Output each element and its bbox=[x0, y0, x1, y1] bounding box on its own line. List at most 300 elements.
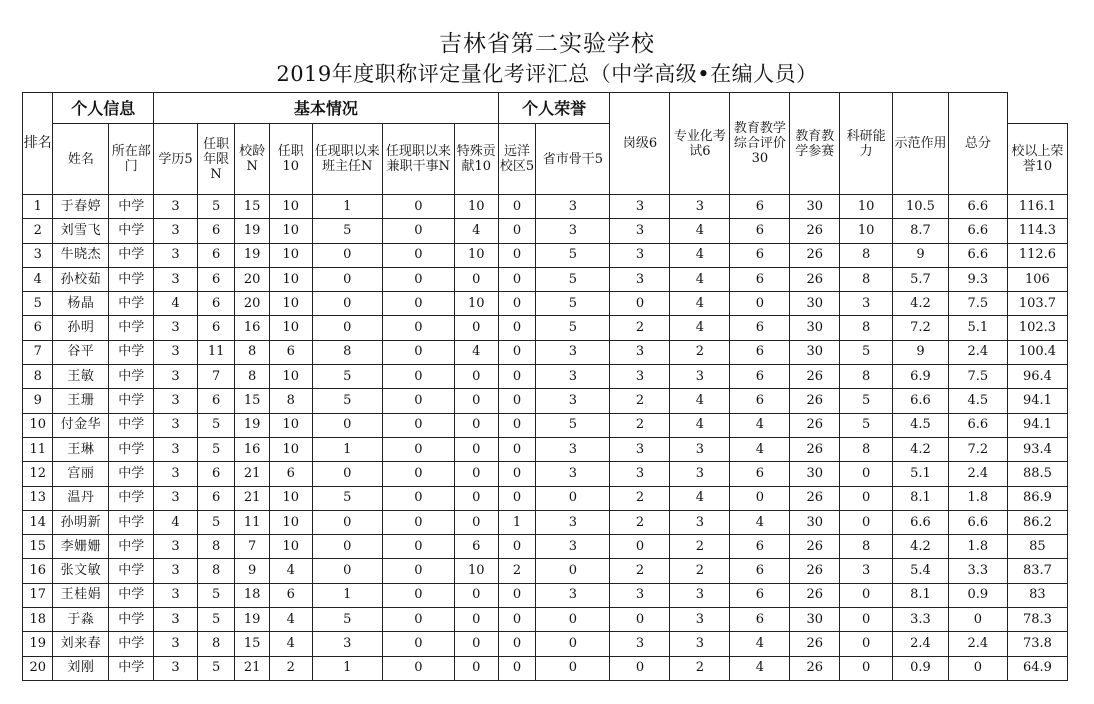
cell-backbone: 3 bbox=[536, 437, 610, 461]
cell-years: 8 bbox=[197, 559, 235, 583]
cell-dept: 中学 bbox=[109, 486, 154, 510]
cell-edu: 3 bbox=[154, 486, 198, 510]
edu-eval-header: 教育教学综合评价30 bbox=[730, 93, 790, 195]
cell-special: 10 bbox=[454, 292, 498, 316]
cell-edu-eval: 26 bbox=[790, 559, 840, 583]
cell-exam: 4 bbox=[730, 413, 790, 437]
yuanyang-header: 远洋校区5 bbox=[498, 124, 536, 195]
cell-school-age: 21 bbox=[235, 486, 270, 510]
cell-name: 刘雪飞 bbox=[53, 219, 109, 243]
cell-research: 9 bbox=[893, 243, 949, 267]
cell-headteacher: 5 bbox=[312, 365, 382, 389]
cell-post: 3 bbox=[670, 608, 730, 632]
cell-total: 93.4 bbox=[1007, 437, 1067, 461]
cell-contest: 8 bbox=[840, 316, 893, 340]
cell-exam: 6 bbox=[730, 195, 790, 219]
cell-dept: 中学 bbox=[109, 462, 154, 486]
cell-special: 6 bbox=[454, 535, 498, 559]
cell-years: 5 bbox=[197, 608, 235, 632]
cell-rank: 11 bbox=[23, 437, 53, 461]
table-row bbox=[23, 486, 1068, 510]
cell-cadre: 0 bbox=[382, 437, 454, 461]
cell-honor-school: 2 bbox=[610, 389, 670, 413]
cell-yuanyang: 0 bbox=[498, 316, 536, 340]
cell-contest: 3 bbox=[840, 292, 893, 316]
cell-total: 106 bbox=[1007, 267, 1067, 291]
cell-yuanyang: 0 bbox=[498, 195, 536, 219]
cell-years: 6 bbox=[197, 243, 235, 267]
cell-name: 孙明 bbox=[53, 316, 109, 340]
cell-edu: 3 bbox=[154, 632, 198, 656]
cell-cadre: 0 bbox=[382, 583, 454, 607]
cell-backbone: 0 bbox=[536, 486, 610, 510]
cell-honor-school: 2 bbox=[610, 559, 670, 583]
table-row bbox=[23, 389, 1068, 413]
cell-exam: 6 bbox=[730, 462, 790, 486]
cell-exam: 4 bbox=[730, 656, 790, 680]
cell-special: 0 bbox=[454, 608, 498, 632]
cell-research: 6.6 bbox=[893, 510, 949, 534]
cell-tenure: 4 bbox=[269, 632, 312, 656]
cell-school-age: 20 bbox=[235, 267, 270, 291]
cell-cadre: 0 bbox=[382, 195, 454, 219]
cell-cadre: 0 bbox=[382, 632, 454, 656]
personal-info-group-header: 个人信息 bbox=[53, 93, 154, 124]
cell-cadre: 0 bbox=[382, 608, 454, 632]
cell-school-age: 16 bbox=[235, 316, 270, 340]
years-header: 任职年限N bbox=[197, 124, 235, 195]
school-age-header: 校龄N bbox=[235, 124, 270, 195]
cell-dept: 中学 bbox=[109, 340, 154, 364]
cell-yuanyang: 0 bbox=[498, 340, 536, 364]
cell-name: 刘刚 bbox=[53, 656, 109, 680]
total-header: 总分 bbox=[948, 93, 1007, 195]
cell-years: 5 bbox=[197, 195, 235, 219]
cell-edu: 3 bbox=[154, 656, 198, 680]
cell-edu: 3 bbox=[154, 437, 198, 461]
cell-honor-school: 0 bbox=[610, 608, 670, 632]
table-row bbox=[23, 413, 1068, 437]
cell-model: 7.2 bbox=[948, 437, 1007, 461]
cell-backbone: 5 bbox=[536, 243, 610, 267]
cell-rank: 4 bbox=[23, 267, 53, 291]
cell-backbone: 3 bbox=[536, 535, 610, 559]
cell-tenure: 4 bbox=[269, 559, 312, 583]
cell-rank: 7 bbox=[23, 340, 53, 364]
cell-cadre: 0 bbox=[382, 535, 454, 559]
cell-rank: 17 bbox=[23, 583, 53, 607]
cell-name: 孙明新 bbox=[53, 510, 109, 534]
cell-years: 11 bbox=[197, 340, 235, 364]
cell-yuanyang: 0 bbox=[498, 632, 536, 656]
table-row bbox=[23, 243, 1068, 267]
cell-research: 6.6 bbox=[893, 389, 949, 413]
cell-years: 5 bbox=[197, 583, 235, 607]
cell-research: 6.9 bbox=[893, 365, 949, 389]
cell-post: 3 bbox=[670, 195, 730, 219]
cell-backbone: 3 bbox=[536, 462, 610, 486]
cell-dept: 中学 bbox=[109, 583, 154, 607]
cell-exam: 6 bbox=[730, 243, 790, 267]
cell-special: 0 bbox=[454, 510, 498, 534]
cell-edu-eval: 26 bbox=[790, 413, 840, 437]
tenure-header: 任职10 bbox=[269, 124, 312, 195]
cell-name: 温丹 bbox=[53, 486, 109, 510]
school-title: 吉林省第二实验学校 bbox=[439, 31, 655, 57]
cell-dept: 中学 bbox=[109, 195, 154, 219]
table-row bbox=[23, 340, 1068, 364]
cell-years: 7 bbox=[197, 365, 235, 389]
cell-headteacher: 0 bbox=[312, 462, 382, 486]
cell-school-age: 19 bbox=[235, 608, 270, 632]
cell-honor-school: 2 bbox=[610, 413, 670, 437]
cell-name: 王桂娟 bbox=[53, 583, 109, 607]
cell-model: 2.4 bbox=[948, 632, 1007, 656]
cell-edu: 3 bbox=[154, 608, 198, 632]
cell-yuanyang: 0 bbox=[498, 267, 536, 291]
cell-honor-school: 2 bbox=[610, 486, 670, 510]
cell-cadre: 0 bbox=[382, 316, 454, 340]
cell-rank: 5 bbox=[23, 292, 53, 316]
cell-name: 刘来春 bbox=[53, 632, 109, 656]
cell-research: 4.5 bbox=[893, 413, 949, 437]
cell-name: 牛晓杰 bbox=[53, 243, 109, 267]
cell-research: 4.2 bbox=[893, 535, 949, 559]
cell-exam: 6 bbox=[730, 389, 790, 413]
cell-headteacher: 0 bbox=[312, 559, 382, 583]
cell-edu: 3 bbox=[154, 413, 198, 437]
cell-tenure: 10 bbox=[269, 535, 312, 559]
table-row bbox=[23, 219, 1068, 243]
cell-backbone: 0 bbox=[536, 559, 610, 583]
cell-post: 3 bbox=[670, 462, 730, 486]
cell-headteacher: 1 bbox=[312, 437, 382, 461]
cell-post: 4 bbox=[670, 267, 730, 291]
table-row bbox=[23, 559, 1068, 583]
cell-contest: 0 bbox=[840, 486, 893, 510]
cell-edu: 3 bbox=[154, 243, 198, 267]
cell-yuanyang: 0 bbox=[498, 292, 536, 316]
name-header: 姓名 bbox=[53, 124, 109, 195]
special-header: 特殊贡献10 bbox=[454, 124, 498, 195]
cell-rank: 18 bbox=[23, 608, 53, 632]
cell-post: 3 bbox=[670, 583, 730, 607]
cell-yuanyang: 0 bbox=[498, 535, 536, 559]
cell-honor-school: 3 bbox=[610, 267, 670, 291]
cell-yuanyang: 0 bbox=[498, 243, 536, 267]
cell-tenure: 10 bbox=[269, 437, 312, 461]
cell-exam: 0 bbox=[730, 292, 790, 316]
cell-edu-eval: 30 bbox=[790, 316, 840, 340]
cell-yuanyang: 0 bbox=[498, 656, 536, 680]
cell-special: 10 bbox=[454, 559, 498, 583]
cell-contest: 8 bbox=[840, 437, 893, 461]
cell-dept: 中学 bbox=[109, 608, 154, 632]
cell-post: 2 bbox=[670, 559, 730, 583]
model-header: 示范作用 bbox=[893, 93, 949, 195]
cell-contest: 8 bbox=[840, 365, 893, 389]
cell-name: 谷平 bbox=[53, 340, 109, 364]
cell-cadre: 0 bbox=[382, 219, 454, 243]
cell-school-age: 8 bbox=[235, 340, 270, 364]
cell-years: 6 bbox=[197, 462, 235, 486]
cell-cadre: 0 bbox=[382, 486, 454, 510]
cell-honor-school: 3 bbox=[610, 632, 670, 656]
cell-tenure: 6 bbox=[269, 462, 312, 486]
cell-honor-school: 0 bbox=[610, 292, 670, 316]
cell-rank: 9 bbox=[23, 389, 53, 413]
cell-contest: 8 bbox=[840, 267, 893, 291]
cell-backbone: 3 bbox=[536, 583, 610, 607]
cell-edu-eval: 30 bbox=[790, 462, 840, 486]
cell-contest: 3 bbox=[840, 559, 893, 583]
cell-edu: 3 bbox=[154, 583, 198, 607]
cell-backbone: 3 bbox=[536, 219, 610, 243]
cell-dept: 中学 bbox=[109, 243, 154, 267]
cell-research: 4.2 bbox=[893, 292, 949, 316]
cell-yuanyang: 0 bbox=[498, 486, 536, 510]
cell-research: 5.4 bbox=[893, 559, 949, 583]
cell-edu-eval: 30 bbox=[790, 292, 840, 316]
cell-research: 9 bbox=[893, 340, 949, 364]
cell-exam: 6 bbox=[730, 559, 790, 583]
cell-school-age: 20 bbox=[235, 292, 270, 316]
cell-cadre: 0 bbox=[382, 365, 454, 389]
cell-edu: 3 bbox=[154, 535, 198, 559]
cell-model: 7.5 bbox=[948, 365, 1007, 389]
cell-research: 2.4 bbox=[893, 632, 949, 656]
cell-special: 0 bbox=[454, 462, 498, 486]
cell-name: 杨晶 bbox=[53, 292, 109, 316]
report-subtitle: 2019年度职称评定量化考评汇总（中学高级•在编人员） bbox=[276, 62, 818, 86]
cell-dept: 中学 bbox=[109, 316, 154, 340]
cell-yuanyang: 0 bbox=[498, 365, 536, 389]
cell-yuanyang: 0 bbox=[498, 608, 536, 632]
cell-cadre: 0 bbox=[382, 510, 454, 534]
cell-school-age: 15 bbox=[235, 632, 270, 656]
cell-post: 2 bbox=[670, 535, 730, 559]
cell-backbone: 5 bbox=[536, 316, 610, 340]
cell-total: 83 bbox=[1007, 583, 1067, 607]
cell-edu-eval: 26 bbox=[790, 535, 840, 559]
cell-model: 2.4 bbox=[948, 340, 1007, 364]
cell-school-age: 15 bbox=[235, 389, 270, 413]
cell-model: 1.8 bbox=[948, 486, 1007, 510]
cell-research: 8.1 bbox=[893, 486, 949, 510]
cell-school-age: 21 bbox=[235, 462, 270, 486]
cell-edu: 3 bbox=[154, 195, 198, 219]
cell-total: 96.4 bbox=[1007, 365, 1067, 389]
cell-contest: 10 bbox=[840, 195, 893, 219]
cell-contest: 0 bbox=[840, 656, 893, 680]
backbone-header: 省市骨干5 bbox=[536, 124, 610, 195]
cell-dept: 中学 bbox=[109, 267, 154, 291]
cell-school-age: 19 bbox=[235, 413, 270, 437]
cell-rank: 20 bbox=[23, 656, 53, 680]
honor-school-header: 校以上荣誉10 bbox=[1007, 124, 1067, 195]
cell-years: 6 bbox=[197, 389, 235, 413]
cell-tenure: 10 bbox=[269, 219, 312, 243]
cell-research: 10.5 bbox=[893, 195, 949, 219]
cell-headteacher: 1 bbox=[312, 583, 382, 607]
cell-edu-eval: 26 bbox=[790, 243, 840, 267]
cell-cadre: 0 bbox=[382, 243, 454, 267]
cell-tenure: 10 bbox=[269, 316, 312, 340]
cell-years: 5 bbox=[197, 437, 235, 461]
cell-model: 7.5 bbox=[948, 292, 1007, 316]
cell-post: 3 bbox=[670, 632, 730, 656]
cell-backbone: 0 bbox=[536, 656, 610, 680]
cell-school-age: 19 bbox=[235, 219, 270, 243]
post-header: 岗级6 bbox=[610, 93, 670, 195]
cell-contest: 5 bbox=[840, 340, 893, 364]
cell-post: 3 bbox=[670, 365, 730, 389]
cell-total: 86.2 bbox=[1007, 510, 1067, 534]
cell-rank: 6 bbox=[23, 316, 53, 340]
cell-exam: 4 bbox=[730, 437, 790, 461]
cell-edu-eval: 26 bbox=[790, 632, 840, 656]
cell-edu: 3 bbox=[154, 462, 198, 486]
cell-honor-school: 3 bbox=[610, 437, 670, 461]
cell-dept: 中学 bbox=[109, 365, 154, 389]
cell-name: 王珊 bbox=[53, 389, 109, 413]
cell-backbone: 3 bbox=[536, 365, 610, 389]
cell-cadre: 0 bbox=[382, 462, 454, 486]
cell-cadre: 0 bbox=[382, 559, 454, 583]
cell-honor-school: 3 bbox=[610, 365, 670, 389]
dept-header: 所在部门 bbox=[109, 124, 154, 195]
cell-contest: 0 bbox=[840, 632, 893, 656]
cell-model: 4.5 bbox=[948, 389, 1007, 413]
cell-exam: 6 bbox=[730, 365, 790, 389]
cell-headteacher: 5 bbox=[312, 608, 382, 632]
cell-special: 4 bbox=[454, 340, 498, 364]
cell-dept: 中学 bbox=[109, 219, 154, 243]
cell-rank: 10 bbox=[23, 413, 53, 437]
cell-yuanyang: 0 bbox=[498, 462, 536, 486]
cell-edu: 3 bbox=[154, 365, 198, 389]
cell-school-age: 8 bbox=[235, 365, 270, 389]
cell-dept: 中学 bbox=[109, 656, 154, 680]
cell-tenure: 10 bbox=[269, 267, 312, 291]
headteacher-header: 任现职以来班主任N bbox=[312, 124, 382, 195]
cell-cadre: 0 bbox=[382, 292, 454, 316]
cell-total: 88.5 bbox=[1007, 462, 1067, 486]
cell-headteacher: 0 bbox=[312, 267, 382, 291]
cell-rank: 15 bbox=[23, 535, 53, 559]
cell-cadre: 0 bbox=[382, 656, 454, 680]
cell-headteacher: 3 bbox=[312, 632, 382, 656]
cell-post: 4 bbox=[670, 486, 730, 510]
cell-model: 5.1 bbox=[948, 316, 1007, 340]
cell-contest: 8 bbox=[840, 243, 893, 267]
cell-total: 94.1 bbox=[1007, 389, 1067, 413]
cell-total: 100.4 bbox=[1007, 340, 1067, 364]
cell-total: 116.1 bbox=[1007, 195, 1067, 219]
cell-post: 4 bbox=[670, 292, 730, 316]
cell-school-age: 19 bbox=[235, 243, 270, 267]
cell-research: 5.7 bbox=[893, 267, 949, 291]
cell-school-age: 7 bbox=[235, 535, 270, 559]
cell-model: 9.3 bbox=[948, 267, 1007, 291]
cell-cadre: 0 bbox=[382, 267, 454, 291]
cell-honor-school: 2 bbox=[610, 316, 670, 340]
cell-honor-school: 2 bbox=[610, 510, 670, 534]
edu-header: 学历5 bbox=[154, 124, 198, 195]
cell-honor-school: 3 bbox=[610, 219, 670, 243]
cell-total: 64.9 bbox=[1007, 656, 1067, 680]
cell-special: 0 bbox=[454, 656, 498, 680]
cell-cadre: 0 bbox=[382, 389, 454, 413]
cell-backbone: 5 bbox=[536, 292, 610, 316]
cell-yuanyang: 0 bbox=[498, 583, 536, 607]
table-row bbox=[23, 656, 1068, 680]
cell-years: 6 bbox=[197, 486, 235, 510]
cell-headteacher: 0 bbox=[312, 510, 382, 534]
cell-special: 0 bbox=[454, 486, 498, 510]
cell-edu: 3 bbox=[154, 389, 198, 413]
cell-yuanyang: 0 bbox=[498, 413, 536, 437]
cell-school-age: 11 bbox=[235, 510, 270, 534]
cell-post: 4 bbox=[670, 389, 730, 413]
cell-total: 86.9 bbox=[1007, 486, 1067, 510]
cell-model: 6.6 bbox=[948, 219, 1007, 243]
cell-rank: 1 bbox=[23, 195, 53, 219]
cell-honor-school: 3 bbox=[610, 195, 670, 219]
cell-total: 78.3 bbox=[1007, 608, 1067, 632]
cell-exam: 6 bbox=[730, 267, 790, 291]
table-row bbox=[23, 510, 1068, 534]
cell-name: 于淼 bbox=[53, 608, 109, 632]
cell-total: 73.8 bbox=[1007, 632, 1067, 656]
cell-total: 85 bbox=[1007, 535, 1067, 559]
cell-post: 4 bbox=[670, 219, 730, 243]
exam-header: 专业化考试6 bbox=[670, 93, 730, 195]
table-row bbox=[23, 462, 1068, 486]
cell-post: 2 bbox=[670, 340, 730, 364]
rank-header: 排名 bbox=[23, 93, 53, 195]
cell-edu-eval: 26 bbox=[790, 389, 840, 413]
cell-years: 8 bbox=[197, 632, 235, 656]
cell-edu: 4 bbox=[154, 292, 198, 316]
cell-special: 0 bbox=[454, 316, 498, 340]
cell-yuanyang: 2 bbox=[498, 559, 536, 583]
cell-headteacher: 0 bbox=[312, 243, 382, 267]
honor-group-header: 个人荣誉 bbox=[498, 93, 610, 124]
cell-dept: 中学 bbox=[109, 510, 154, 534]
cell-edu: 3 bbox=[154, 219, 198, 243]
cell-headteacher: 0 bbox=[312, 413, 382, 437]
cell-tenure: 10 bbox=[269, 365, 312, 389]
cell-model: 6.6 bbox=[948, 413, 1007, 437]
cell-years: 6 bbox=[197, 316, 235, 340]
cell-model: 0.9 bbox=[948, 583, 1007, 607]
cell-post: 4 bbox=[670, 243, 730, 267]
cell-edu-eval: 26 bbox=[790, 486, 840, 510]
cell-dept: 中学 bbox=[109, 292, 154, 316]
cell-post: 4 bbox=[670, 413, 730, 437]
cell-backbone: 0 bbox=[536, 632, 610, 656]
cell-special: 10 bbox=[454, 195, 498, 219]
cell-backbone: 5 bbox=[536, 413, 610, 437]
cell-tenure: 10 bbox=[269, 486, 312, 510]
cell-backbone: 3 bbox=[536, 340, 610, 364]
cell-rank: 8 bbox=[23, 365, 53, 389]
cell-name: 付金华 bbox=[53, 413, 109, 437]
cell-honor-school: 3 bbox=[610, 340, 670, 364]
cell-research: 8.7 bbox=[893, 219, 949, 243]
cell-tenure: 10 bbox=[269, 243, 312, 267]
